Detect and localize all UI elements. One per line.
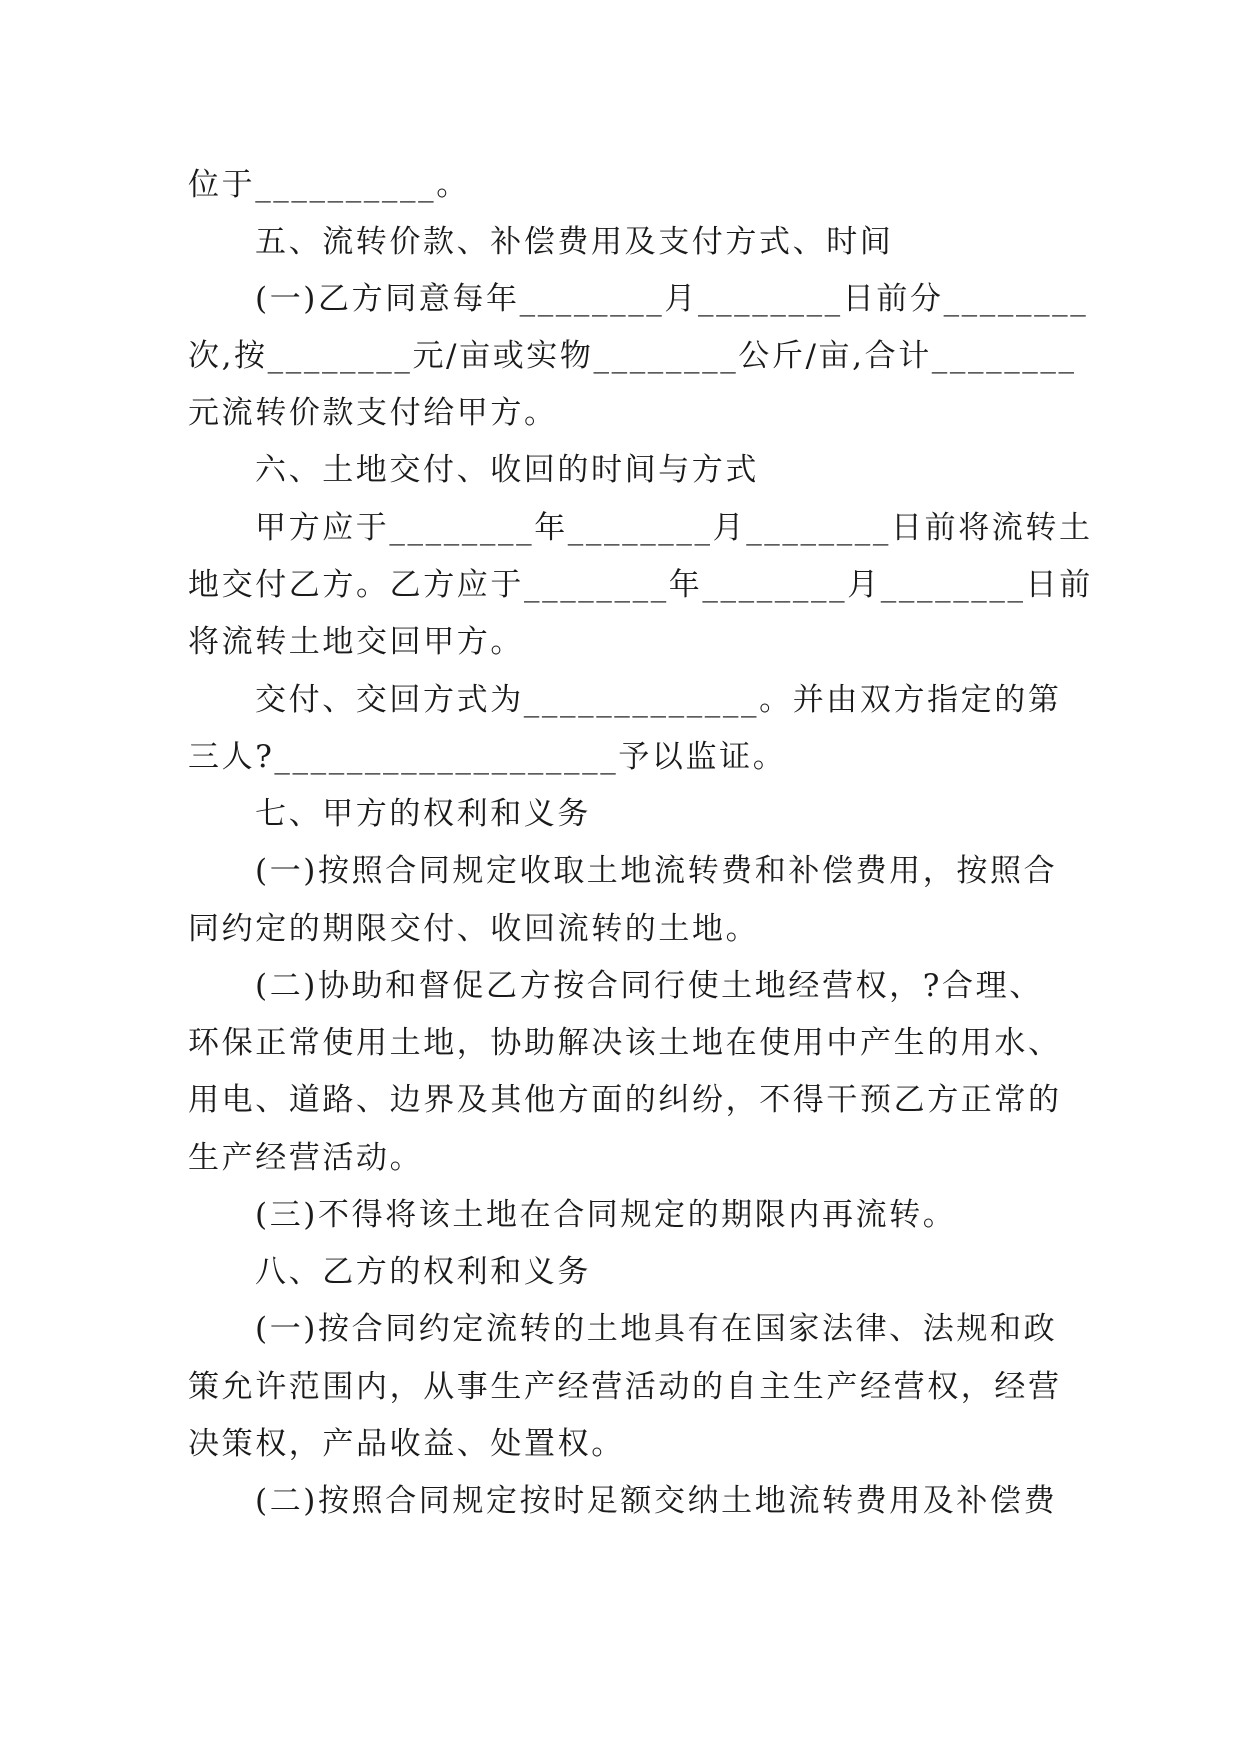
text-line: 决策权，产品收益、处置权。 [188,1426,625,1462]
text-line: (一)按合同约定流转的土地具有在国家法律、法规和政 [255,1311,1058,1347]
text-line: (一)乙方同意每年________月________日前分________ [255,281,1089,317]
text-line: 生产经营活动。 [188,1140,424,1176]
section-heading: 五、流转价款、补偿费用及支付方式、时间 [255,224,894,260]
text-line: 环保正常使用土地，协助解决该土地在使用中产生的用水、 [188,1025,1062,1061]
text-line: 策允许范围内，从事生产经营活动的自主生产经营权，经营 [188,1369,1062,1405]
text-line: (三)不得将该土地在合同规定的期限内再流转。 [255,1197,957,1233]
text-line: (二)协助和督促乙方按合同行使土地经营权，?合理、 [255,968,1043,1004]
text-line: 交付、交回方式为_____________。并由双方指定的第 [255,682,1062,718]
text-line: 元流转价款支付给甲方。 [188,395,558,431]
section-heading: 七、甲方的权利和义务 [255,796,591,832]
text-line: 将流转土地交回甲方。 [188,624,524,660]
section-heading: 八、乙方的权利和义务 [255,1254,591,1290]
section-heading: 六、土地交付、收回的时间与方式 [255,452,759,488]
text-line: 甲方应于________年________月________日前将流转土 [255,510,1093,546]
text-line: 三人?___________________予以监证。 [188,739,787,775]
text-line: 次,按________元/亩或实物________公斤/亩,合计________ [188,338,1077,374]
text-line: 地交付乙方。乙方应于________年________月________日前 [188,567,1093,603]
text-line: 同约定的期限交付、收回流转的土地。 [188,911,760,947]
text-line: 位于__________。 [188,167,470,203]
text-line: 用电、道路、边界及其他方面的纠纷，不得干预乙方正常的 [188,1082,1062,1118]
text-line: (二)按照合同规定按时足额交纳土地流转费用及补偿费 [255,1483,1058,1519]
text-line: (一)按照合同规定收取土地流转费和补偿费用，按照合 [255,853,1058,889]
